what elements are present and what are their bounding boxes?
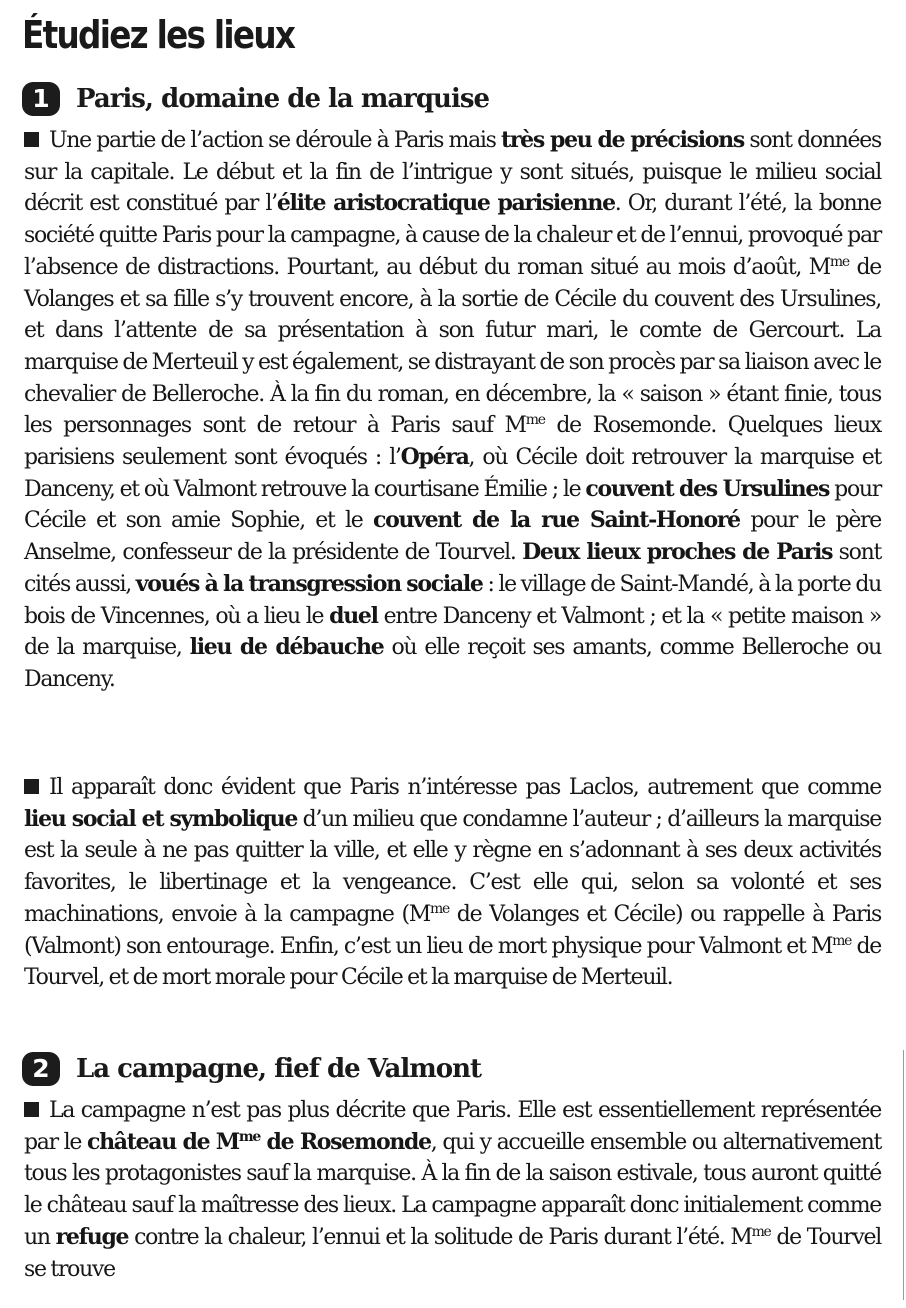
text-run: de Tourvel, et de mort morale pour Cécile et la marquise de Merteuil. xyxy=(24,933,881,991)
text-run: sont données sur la capitale. Le début et la fin de l’intrigue y sont situés, puisque le milieu social décrit est constitué par l’ xyxy=(24,128,881,217)
section-title: La campagne, fief de Valmont xyxy=(76,1054,482,1084)
text-run: : le village de Saint-Mandé, à la porte du bois de Vincennes, où a lieu le xyxy=(24,571,881,629)
text-run: contre la chaleur, l’ennui et la solitude de Paris durant l’été. M xyxy=(128,1224,752,1250)
bold-text: de Rosemonde xyxy=(259,1128,431,1155)
bold-text: château de M xyxy=(87,1128,239,1155)
bold-text: couvent des Ursulines xyxy=(585,475,830,502)
bold-text: refuge xyxy=(55,1223,129,1250)
paragraph xyxy=(24,772,881,994)
paragraph xyxy=(24,125,881,696)
superscript-text: me xyxy=(525,412,545,429)
text-run: pour le père Anselme, confesseur de la présidente de Tourvel. xyxy=(24,508,881,566)
text-run: Une partie de l’action se déroule à Paris mais xyxy=(49,128,502,153)
text-run: Il apparaît donc évident que Paris n’intéresse pas Laclos, autrement que comme xyxy=(49,775,881,800)
section-heading-campagne xyxy=(22,1049,481,1089)
section-heading-paris xyxy=(22,79,489,119)
bold-text: élite aristocratique parisienne xyxy=(276,190,615,217)
paragraph xyxy=(24,1095,881,1285)
bold-text: lieu social et symbolique xyxy=(24,805,298,832)
superscript-text: me xyxy=(829,253,849,270)
superscript-text: me xyxy=(751,1223,771,1240)
superscript-text: me xyxy=(430,900,449,917)
paragraph-bullet-square xyxy=(24,779,39,794)
text-run: d’un milieu que condamne l’auteur ; d’ailleurs la marquise est la seule à ne pas quitter la ville, et elle y règne en s’adonnant à ses deux activités favorites, le libertinage et la vengeance. C’est elle qui, selon sa volonté et ses machinations, envoie à la campagne (M xyxy=(24,806,881,927)
text-run: de Volanges et sa fille s’y trouvent encore, à la sortie de Cécile du couvent des Ursulines, et dans l’attente de sa présentation à son futur mari, le comte de Gercourt. La marquise de Merteuil y est également, se distrayant de son procès par sa liaison avec le chevalier de Belleroche. À la fin du roman, en décembre, la « saison » étant finie, tous les personnages sont de retour à Paris sauf M xyxy=(24,254,881,439)
bold-text: Opéra xyxy=(400,444,469,471)
text-run: , qui y accueille ensemble ou alternativement tous les protagonistes sauf la marquise. À la fin de la saison estivale, tous auront quitté le château sauf la maîtresse des lieux. La campagne apparaît donc initialement comme un xyxy=(24,1129,881,1250)
section-number-badge: 2 xyxy=(22,1052,60,1086)
text-run: entre Danceny et Valmont ; et la « petite maison » de la marquise, xyxy=(24,603,881,661)
text-run: pour Cécile et son amie Sophie, et le xyxy=(24,476,881,534)
text-run: où elle reçoit ses amants, comme Belleroche ou Danceny. xyxy=(24,635,881,692)
bold-text: duel xyxy=(329,602,378,629)
superscript-text: me xyxy=(238,1128,260,1145)
bold-text: lieu de débauche xyxy=(189,634,384,661)
text-run: de Rosemonde. Quelques lieux parisiens seulement sont évoqués : l’ xyxy=(24,413,882,471)
text-run: , où Cécile doit retrouver la marquise et Danceny, et où Valmont retrouve la courtisane Émilie ; le xyxy=(24,445,881,502)
text-run: sont cités aussi, xyxy=(24,540,882,597)
text-run: de Tourvel se trouve xyxy=(24,1224,882,1282)
text-run: de Volanges et Cécile) ou rappelle à Paris (Valmont) son entourage. Enfin, c’est un lieu de mort physique pour Valmont et M xyxy=(24,901,881,959)
bold-text: Deux lieux proches de Paris xyxy=(522,539,833,566)
bold-text: couvent de la rue Saint-Honoré xyxy=(372,507,740,534)
text-run: . Or, durant l’été, la bonne société quitte Paris pour la campagne, à cause de la chaleur et de l’ennui, provoqué par l’absence de distractions. Pourtant, au début du roman situé au mois d’août, M xyxy=(24,191,882,280)
paragraph-bullet-square xyxy=(24,132,39,147)
text-run: La campagne n’est pas plus décrite que Paris. Elle est essentiellement représentée par le xyxy=(24,1098,881,1155)
section-title: Paris, domaine de la marquise xyxy=(76,84,490,114)
section-number-badge: 1 xyxy=(22,82,60,116)
bold-text: voués à la transgression sociale xyxy=(135,570,483,597)
bold-text: très peu de précisions xyxy=(501,127,744,153)
scan-edge-line xyxy=(903,1050,904,1300)
superscript-text: me xyxy=(832,932,852,949)
paragraph-bullet-square xyxy=(24,1102,39,1117)
page-title: Étudiez les lieux xyxy=(22,13,295,57)
